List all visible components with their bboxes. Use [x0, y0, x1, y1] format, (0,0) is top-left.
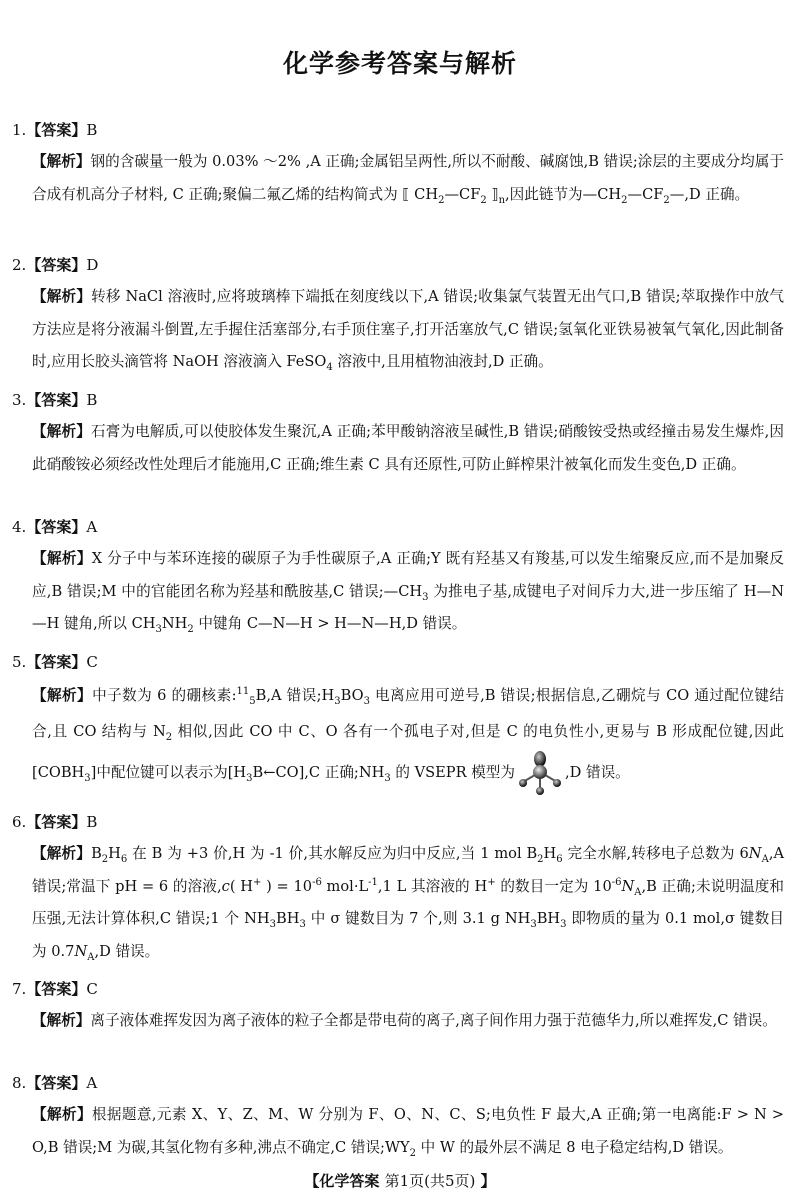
answer-line — [12, 1071, 97, 1095]
answer-label: 【答案】 — [26, 391, 87, 409]
answer-value: C — [86, 980, 98, 998]
answer-value: A — [86, 518, 98, 536]
explanation-text: X 分子中与苯环连接的碳原子为手性碳原子,A 正确;Y 既有羟基又有羧基,可以发生缩聚反应,而不是加聚反应,B 错误;M 中的官能团名称为羟基和酰胺基,C 错误$;—CH_3$ 为推电子基,成键电子对间斥力大,进一步压缩了 H—N—H 键角,所以 $CH_3NH_2$ 中键角 C—N—H > H—N—H,D 错误。 — [32, 550, 784, 635]
answer-line — [12, 977, 98, 1001]
explain-label: 【解析】 — [32, 423, 91, 440]
nh3-vsepr-model-icon — [515, 750, 565, 796]
answer-label: 【答案】 — [26, 653, 87, 671]
explanation-paragraph — [32, 281, 784, 379]
question-number: 1. — [12, 121, 27, 139]
question-number: 2. — [12, 256, 27, 274]
explanation-text-tail: ,D 错误。 — [565, 764, 630, 781]
explain-label: 【解析】 — [32, 845, 92, 862]
explanation-text: 石膏为电解质,可以使胶体发生聚沉,A 正确;苯甲酸钠溶液呈碱性,B 错误;硝酸铵受热或经撞击易发生爆炸,因此硝酸铵必须经改性处理后才能施用,C 正确;维生素 C 具有还原性,可防止鲜榨果汁被氧化而发生变色,D 正确。 — [32, 423, 784, 473]
answer-label: 【答案】 — [26, 121, 87, 139]
answer-line — [12, 118, 97, 142]
answer-value: C — [86, 653, 98, 671]
answer-label: 【答案】 — [26, 980, 87, 998]
answer-line — [12, 650, 98, 674]
explanation-paragraph — [32, 416, 784, 481]
explain-label: 【解析】 — [32, 1106, 92, 1123]
explanation-text: 钢的含碳量一般为 0.03% ～2% ,A 正确;金属铝呈两性,所以不耐酸、碱腐蚀,B 错误;涂层的主要成分均属于合成有机高分子材料, C 正确;聚偏二氟乙烯的结构简式为 ⟦ $CH_2—CF_2$ $⟧_n$,因此链节为$—CH_2—CF_2—,D$ 正确。 — [32, 153, 784, 206]
explain-label: 【解析】 — [32, 687, 93, 704]
explanation-paragraph — [32, 1005, 784, 1038]
answer-value: D — [86, 256, 99, 274]
explain-label: 【解析】 — [32, 550, 92, 567]
answer-line — [12, 515, 97, 539]
explanation-text: 中子数为 6 的硼核素:$^{11}_5$B,A 错误$;H_3BO_3$ 电离应用可逆号,B 错误;根据信息,乙硼烷与 CO 通过配位键结合,且 CO 结构与 $N_2$ 相似,因此 CO 中 C、O 各有一个孤电子对,但是 C 的电负性小,更易与 B 形成配位键,因此$[COBH_3]$中配位键可以表示为$[H_3B\leftarrow CO],C$ 正确$;NH_3$ 的 VSEPR 模型为 — [32, 686, 784, 784]
explanation-text: 转移 NaCl 溶液时,应将玻璃棒下端抵在刻度线以下,A 错误;收集氯气装置无出气口,B 错误;萃取操作中放气方法应是将分液漏斗倒置,左手握住活塞部分,右手顶住塞子,打开活塞放气,C 错误;氢氧化亚铁易被氧气氧化,因此制备时,应用长胶头滴管将 NaOH 溶液滴入 FeSO$_4$ 溶液中,且用植物油液封,D 正确。 — [32, 288, 784, 373]
explanation-text: 离子液体难挥发因为离子液体的粒子全都是带电荷的离子,离子间作用力强于范德华力,所以难挥发,C 错误。 — [90, 1012, 777, 1029]
explanation-paragraph — [32, 678, 784, 796]
question-number: 8. — [12, 1074, 27, 1092]
answer-label: 【答案】 — [26, 1074, 87, 1092]
page-footer — [0, 1170, 800, 1191]
question-number: 4. — [12, 518, 27, 536]
answer-label: 【答案】 — [26, 813, 87, 831]
explanation-paragraph — [32, 543, 784, 641]
answer-line — [12, 810, 97, 834]
answer-value: B — [86, 391, 98, 409]
explain-label: 【解析】 — [32, 1012, 91, 1029]
footer-page: 第1页(共5页) — [384, 1172, 476, 1190]
question-number: 7. — [12, 980, 27, 998]
page-title: 化学参考答案与解析 — [282, 49, 517, 78]
answer-value: B — [86, 121, 98, 139]
answer-value: A — [86, 1074, 98, 1092]
question-number: 3. — [12, 391, 27, 409]
answer-line — [12, 253, 98, 277]
question-number: 6. — [12, 813, 27, 831]
explanation-paragraph — [32, 838, 784, 968]
answer-line — [12, 388, 97, 412]
answer-label: 【答案】 — [26, 256, 87, 274]
footer-left: 【化学答案 — [304, 1172, 380, 1190]
answer-value: B — [86, 813, 98, 831]
footer-right: 】 — [480, 1172, 496, 1190]
explanation-paragraph — [32, 1099, 784, 1164]
explanation-paragraph — [32, 146, 784, 211]
explanation-text: 根据题意,元素 X、Y、Z、M、W 分别为 F、O、N、C、S;电负性 F 最大,A 正确;第一电离能:F > N > O,B 错误;M 为碳,其氢化物有多种,沸点不确定,C 错误$;WY_2$ 中 W 的最外层不满足 8 电子稳定结构,D 错误。 — [32, 1106, 784, 1159]
question-number: 5. — [12, 653, 27, 671]
explanation-text: $B_2H_6$ 在 B 为 +3 价,H 为 -1 价,其水解反应为归中反应,当 1 mol $B_2H_6$ 完全水解,转移电子总数为 $6N_A,A$ 错误;常温下 pH = 6 的溶液,c( H+ ) = $10^{-6}$ $mol\cdot L^{-1},1$ L 其溶液的 H+ 的数目一定为 $10^{-6}N_A,B$ 正确;未说明温度和压强,无法计算体积,C 错误;1 个 $NH_3BH_3$ 中 σ 键数目为 7 个,则 3.1 g $NH_3BH_3$ 即物质的量为 0.1 mol,σ 键数目为 $0.7N_A,D$ 错误。 — [32, 845, 784, 963]
explain-label: 【解析】 — [32, 153, 91, 170]
answer-label: 【答案】 — [26, 518, 87, 536]
explain-label: 【解析】 — [32, 288, 92, 305]
